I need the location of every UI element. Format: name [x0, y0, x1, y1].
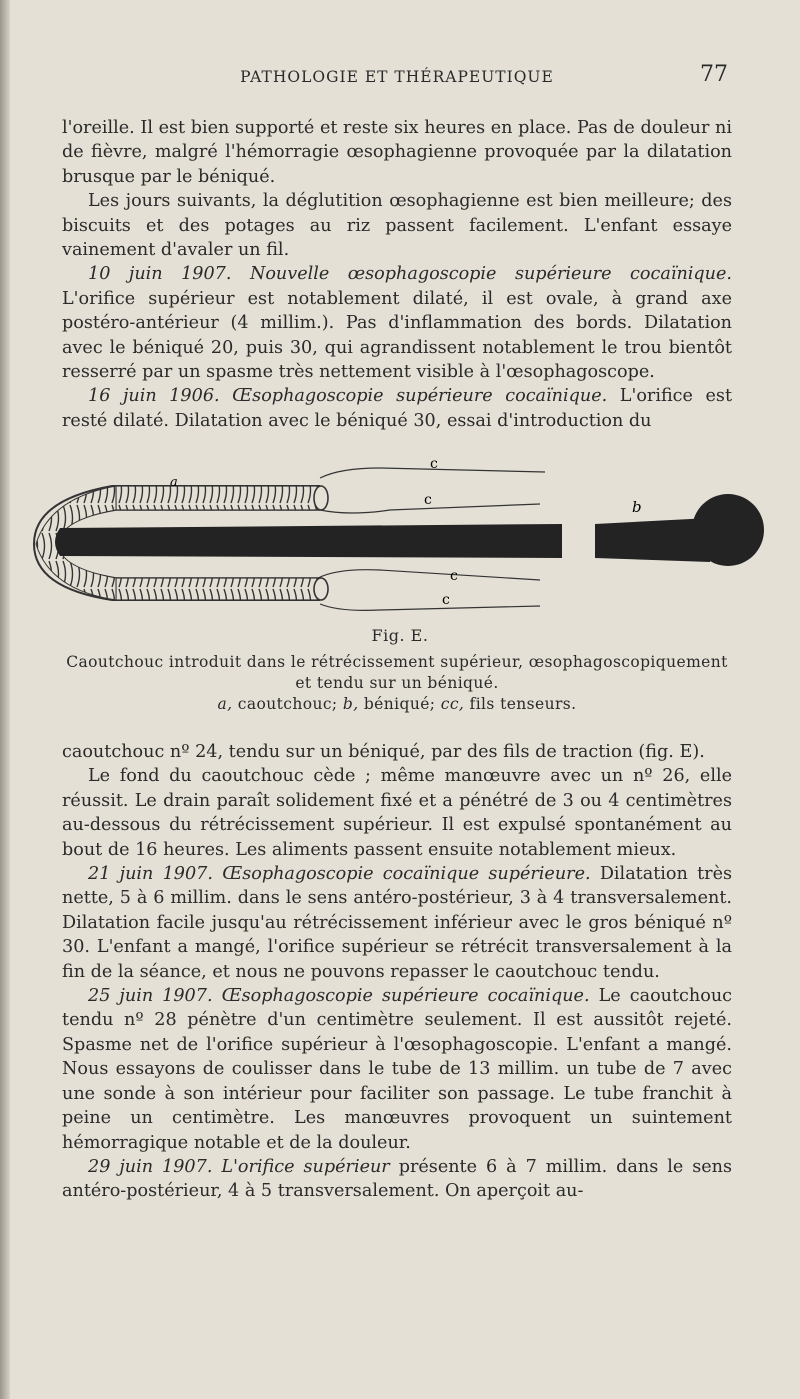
text-block-top: [62, 116, 732, 433]
entry-lead: Œsophagoscopie supérieure cocaïnique.: [221, 986, 590, 1007]
paragraph: [62, 1155, 732, 1204]
entry-date: 16 juin 1906.: [88, 386, 220, 407]
entry-date: 10 juin 1907.: [88, 264, 232, 285]
entry-date: 21 juin 1907.: [88, 864, 213, 885]
paragraph: [62, 984, 732, 1155]
entry-lead: Œsophagoscopie supérieure cocaïnique.: [232, 386, 608, 407]
paragraph-text: L'orifice supérieur est notablement dilaté, il est ovale, à grand axe postéro-antérieur (4 millim.). Pas d'inflammation des bords. Dilatation avec le béniqué 20, puis 30, qui agrandissent notablement le trou bientôt resserré par un spasme très nettement visible à l'œsophagoscope.: [62, 288, 732, 383]
page-header: [62, 62, 732, 92]
text-block-bottom: [62, 740, 732, 1204]
paragraph-text: l'oreille. Il est bien supporté et reste six heures en place. Pas de douleur ni de fièvre, malgré l'hémorragie œsophagienne provoquée par la dilatation brusque par le béniqué.: [62, 118, 732, 187]
paragraph: [62, 384, 732, 433]
legend-key: b,: [342, 695, 359, 713]
figure-illustration: [20, 448, 780, 623]
entry-lead: L'orifice supérieur: [221, 1156, 390, 1177]
paragraph: [62, 262, 732, 384]
page-number: 77: [700, 62, 728, 87]
caption-line: Caoutchouc introduit dans le rétrécissement supérieur, œsophagoscopiquement et tendu sur un béniqué.: [66, 653, 728, 692]
page-binding-edge: [0, 0, 10, 1399]
legend-text: béniqué;: [358, 695, 441, 713]
paragraph: [62, 189, 732, 262]
figure-caption: [62, 652, 732, 715]
paragraph-text: Le fond du caoutchouc cède ; même manœuvre avec un nº 26, elle réussit. Le drain paraît solidement fixé et a pénétré de 3 ou 4 centimètres au-dessous du rétrécissement supérieur. Il est expulsé spontanément au bout de 16 heures. Les aliments passent ensuite notablement mieux.: [62, 766, 732, 860]
paragraph-text: Les jours suivants, la déglutition œsophagienne est bien meilleure; des biscuits et des potages au riz passent facilement. L'enfant essaye vainement d'avaler un fil.: [62, 191, 732, 261]
legend-key: a,: [217, 695, 233, 713]
entry-date: 25 juin 1907.: [88, 986, 213, 1007]
paragraph: [62, 862, 732, 984]
paragraph: [62, 740, 732, 764]
entry-lead: Nouvelle œsophagoscopie supérieure cocaïnique.: [249, 264, 733, 285]
label-c: c: [430, 456, 438, 472]
legend-text: caoutchouc;: [232, 695, 343, 713]
paragraph-text: présente 6 à 7 millim. dans le sens antéro-postérieur, 4 à 5 transversalement. On aperçoit au-: [62, 1156, 733, 1202]
paragraph-text: Le caoutchouc tendu nº 28 pénètre d'un centimètre seulement. Il est aussitôt rejeté. Spasme net de l'orifice supérieur à l'œsophagoscopie. L'enfant a mangé. Nous essayons de coulisser dans le tube de 13 millim. un tube de 7 avec une sonde à son intérieur pour faciliter son passage. Le tube franchit à peine un centimètre. Les manœuvres provoquent un suintement hémorragique notable et de la douleur.: [62, 986, 733, 1153]
paragraph: [62, 116, 732, 189]
paragraph: [62, 764, 732, 862]
label-b: b: [632, 498, 642, 516]
paragraph-text: Dilatation très nette, 5 à 6 millim. dans le sens antéro-postérieur, 3 à 4 transversalement. Dilatation facile jusqu'au rétrécissement inférieur avec le gros béniqué nº 30. L'enfant a mangé, l'orifice supérieur se rétrécit transversalement à la fin de la séance, et nous ne pouvons repasser le caoutchouc tendu.: [62, 864, 733, 982]
caption-legend: [62, 694, 732, 715]
label-c: c: [424, 492, 432, 508]
entry-date: 29 juin 1907.: [88, 1156, 213, 1177]
label-c: c: [442, 592, 450, 608]
label-c: c: [450, 568, 458, 584]
label-a: a: [170, 475, 178, 490]
legend-key: cc,: [440, 695, 465, 713]
paragraph-text: caoutchouc nº 24, tendu sur un béniqué, par des fils de traction (fig. E).: [62, 742, 705, 762]
running-head: PATHOLOGIE ET THÉRAPEUTIQUE: [240, 68, 554, 86]
figure-label: Fig. E.: [371, 626, 429, 645]
legend-text: fils tenseurs.: [464, 695, 577, 713]
paragraph-text: L'orifice est resté dilaté. Dilatation avec le béniqué 30, essai d'introduction du: [62, 386, 733, 431]
entry-lead: Œsophagoscopie cocaïnique supérieure.: [222, 864, 591, 885]
